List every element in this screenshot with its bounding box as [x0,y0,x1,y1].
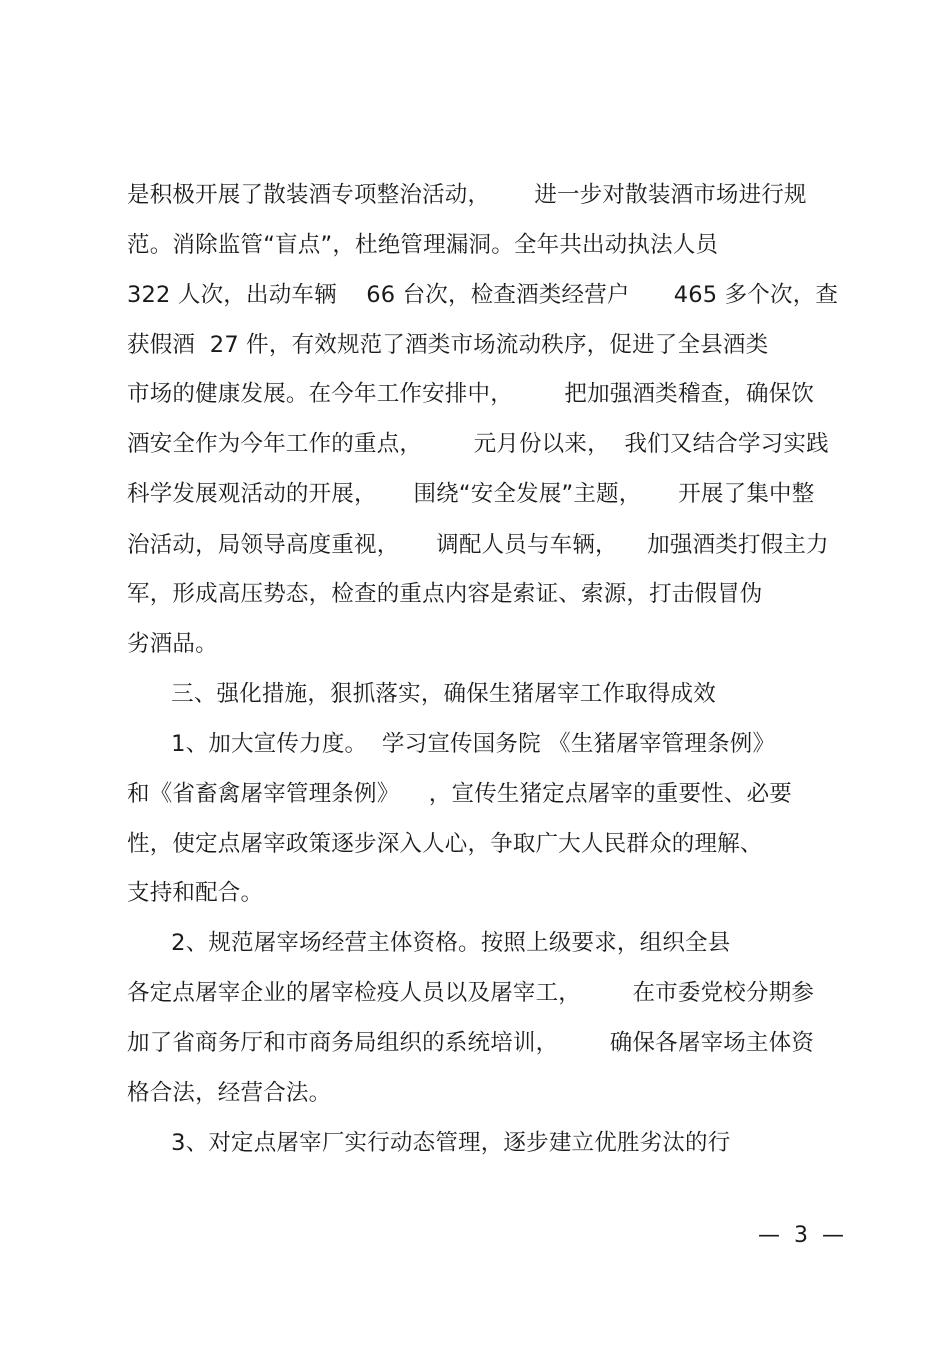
text-line: 军，形成高压势态，检查的重点内容是索证、索源，打击假冒伪 [127,581,763,607]
text-line: 酒安全作为今年工作的重点， 元月份以来， 我们又结合学习实践 [127,431,829,457]
text-line: 是积极开展了散装酒专项整治活动， 进一步对散装酒市场进行规 [127,182,807,208]
text-line: 2、规范屠宰场经营主体资格。按照上级要求，组织全县 [127,930,731,956]
text-line: 各定点屠宰企业的屠宰检疫人员以及屠宰工， 在市委党校分期参 [127,980,815,1006]
page-number: — 3 — [758,1223,844,1248]
text-line: 格合法，经营合法。 [127,1080,332,1106]
section-heading: 三、强化措施，狠抓落实，确保生猪屠宰工作取得成效 [127,681,716,707]
text-line: 支持和配合。 [127,880,264,906]
text-line: 加了省商务厅和市商务局组织的系统培训， 确保各屠宰场主体资 [127,1030,815,1056]
text-line: 科学发展观活动的开展， 围绕“安全发展”主题， 开展了集中整 [127,481,815,507]
text-line: 和《省畜禽屠宰管理条例》 ，宣传生猪定点屠宰的重要性、必要 [127,781,793,807]
text-line: 性，使定点屠宰政策逐步深入人心，争取广大人民群众的理解、 [127,831,763,857]
text-line: 范。消除监管“盲点”，杜绝管理漏洞。全年共出动执法人员 [127,232,719,258]
text-line: 获假酒 27 件，有效规范了酒类市场流动秩序，促进了全县酒类 [127,332,769,358]
text-line: 治活动，局领导高度重视， 调配人员与车辆， 加强酒类打假主力 [127,532,829,558]
text-line: 3、对定点屠宰厂实行动态管理，逐步建立优胜劣汰的行 [127,1130,731,1156]
text-line: 322 人次，出动车辆 66 台次，检查酒类经营户 465 多个次，查 [127,282,839,308]
text-line: 劣酒品。 [127,631,218,657]
text-line: 市场的健康发展。在今年工作安排中， 把加强酒类稽查，确保饮 [127,381,815,407]
text-line: 1、加大宣传力度。 学习宣传国务院 《生猪屠宰管理条例》 [127,731,776,757]
